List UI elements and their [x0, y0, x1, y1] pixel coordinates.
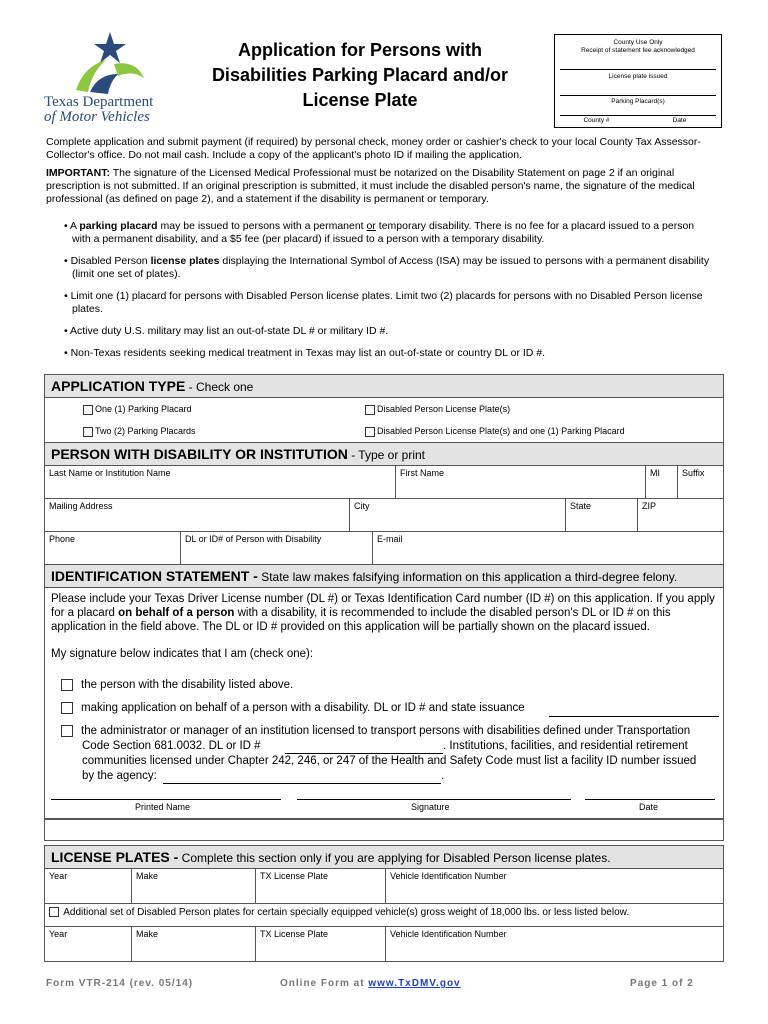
- checkbox[interactable]: [61, 679, 73, 691]
- state-field[interactable]: State: [565, 499, 637, 531]
- important-label: IMPORTANT:: [46, 167, 110, 179]
- county-plate-issued-label: License plate issued: [608, 73, 668, 80]
- page-number: Page 1 of 2: [630, 978, 694, 989]
- mi-field[interactable]: MI: [645, 466, 677, 498]
- last-name-field[interactable]: Last Name or Institution Name: [49, 468, 171, 478]
- checkbox[interactable]: [49, 907, 59, 917]
- vin-field[interactable]: Vehicle Identification Number: [385, 927, 723, 961]
- county-use-box: [554, 34, 722, 128]
- checkbox[interactable]: [365, 427, 375, 437]
- option-one-placard[interactable]: One (1) Parking Placard: [83, 404, 192, 415]
- make-field[interactable]: Make: [131, 869, 255, 903]
- vehicle-row-1: [45, 869, 723, 904]
- tx-plate-field[interactable]: TX License Plate: [255, 927, 385, 961]
- application-form: [44, 374, 724, 841]
- application-type-options: [45, 398, 723, 443]
- checkbox[interactable]: [365, 405, 375, 415]
- license-plates-section: [44, 845, 724, 962]
- license-plates-header: LICENSE PLATES - Complete this section only if you are applying for Disabled Person license plates.: [45, 846, 723, 869]
- checkbox[interactable]: [83, 405, 93, 415]
- agency-line-2: of Motor Vehicles: [44, 109, 150, 125]
- printed-name-line[interactable]: [51, 799, 281, 800]
- bullet-item: • Limit one (1) placard for persons with Disabled Person license plates. Limit two (2) placards for persons with no Disabled Person license plates.: [64, 290, 703, 315]
- printed-name-label: Printed Name: [135, 802, 191, 812]
- address-row: [45, 499, 723, 532]
- year-field[interactable]: Year: [49, 871, 68, 881]
- title-line-2: Disabilities Parking Placard and/or: [211, 65, 509, 85]
- info-bullets: [62, 220, 712, 369]
- tx-plate-field[interactable]: TX License Plate: [255, 869, 385, 903]
- signature-label: Signature: [411, 802, 450, 812]
- page-title: [190, 38, 530, 113]
- name-row: [45, 466, 723, 499]
- person-header: PERSON WITH DISABILITY OR INSTITUTION - Type or print: [45, 443, 723, 466]
- title-line-3: License Plate: [302, 90, 418, 110]
- dl-state-line[interactable]: [549, 716, 719, 717]
- make-field[interactable]: Make: [131, 927, 255, 961]
- signature-line[interactable]: [297, 799, 571, 800]
- identification-header: IDENTIFICATION STATEMENT - State law makes falsifying information on this application a third-degree felony.: [45, 565, 723, 588]
- agency-label: by the agency:: [82, 770, 157, 782]
- city-field[interactable]: City: [349, 499, 565, 531]
- phone-field[interactable]: Phone: [49, 534, 76, 544]
- bullet-item: • A parking placard may be issued to persons with a permanent or temporary disability. There is no fee for a placard issued to a person with a permanent disability, and a $5 fee (per placard) if issued to a person with a temporary disability.: [64, 220, 695, 245]
- county-number-label: County #: [583, 117, 610, 124]
- county-box-title: County Use Only: [613, 39, 663, 46]
- important-paragraph: [46, 167, 726, 206]
- mailing-address-field[interactable]: Mailing Address: [49, 501, 113, 511]
- institution-text: . Institutions, facilities, and residential retirement: [443, 740, 688, 752]
- checkbox[interactable]: [83, 427, 93, 437]
- zip-field[interactable]: ZIP: [637, 499, 723, 531]
- bullet-item: • Non-Texas residents seeking medical treatment in Texas may list an out-of-state or country DL or ID #.: [64, 347, 546, 359]
- email-field[interactable]: E-mail: [372, 532, 723, 564]
- intro-text: [46, 136, 726, 211]
- signature-row: [45, 799, 723, 820]
- online-form-note: Online Form at www.TxDMV.gov: [280, 978, 461, 989]
- contact-row: [45, 532, 723, 565]
- institution-text-2: communities licensed under Chapter 242, 246, or 247 of the Health and Safety Code must list a facility ID number issued: [82, 755, 697, 767]
- option-on-behalf[interactable]: making application on behalf of a person with a disability. DL or ID # and state issuance: [61, 701, 525, 715]
- suffix-field[interactable]: Suffix: [677, 466, 723, 498]
- txdmv-link[interactable]: www.TxDMV.gov: [368, 978, 461, 989]
- bullet-item: • Active duty U.S. military may list an out-of-state DL # or military ID #.: [64, 325, 389, 337]
- intro-paragraph: Complete application and submit payment (if required) by personal check, money order or cashier's check to your local County Tax Assessor-Collector's office. Do not mail cash. Include a copy of the applicant's photo ID if mailing the application.: [46, 136, 701, 161]
- check-one-prompt: My signature below indicates that I am (check one):: [51, 648, 314, 660]
- county-receipt-label: Receipt of statement fee acknowledged: [581, 47, 695, 54]
- first-name-field[interactable]: First Name: [395, 466, 645, 498]
- institution-dl-text: Code Section 681.0032. DL or ID #: [82, 740, 261, 752]
- county-placards-label: Parking Placard(s): [611, 98, 665, 105]
- identification-paragraph: Please include your Texas Driver License number (DL #) or Texas Identification Card number (ID #) on this application. If you apply for a placard on behalf of a person with a disability, it is recommended to include the disabled person's DL or ID # on this application in the field above. The DL or ID # provided on this application will be partially shown on the placard issued.: [51, 593, 715, 633]
- date-label: Date: [639, 802, 659, 812]
- year-field[interactable]: Year: [49, 929, 68, 939]
- checkbox[interactable]: [61, 725, 73, 737]
- checkbox[interactable]: [61, 702, 73, 714]
- option-plates-and-placard[interactable]: Disabled Person License Plate(s) and one (1) Parking Placard: [365, 426, 625, 437]
- facility-id-line[interactable]: [163, 783, 441, 784]
- important-text: The signature of the Licensed Medical Professional must be notarized on the Disability Statement on page 2 if an original prescription is not submitted. If an original prescription is submitted, it must include the disabled person's name, the signature of the medical professional (as defined on page 2), and a statement if the disability is permanent or temporary.: [46, 167, 695, 205]
- application-type-header: APPLICATION TYPE - Check one: [45, 375, 723, 398]
- date-line[interactable]: [585, 799, 715, 800]
- county-date-label: Date: [672, 117, 687, 124]
- agency-period: .: [441, 770, 445, 782]
- agency-name: [44, 95, 153, 125]
- identification-body: [45, 588, 723, 819]
- option-two-placards[interactable]: Two (2) Parking Placards: [83, 426, 196, 437]
- additional-plates-option[interactable]: Additional set of Disabled Person plates for certain specially equipped vehicle(s) gross weight of 18,000 lbs. or less listed below.: [45, 904, 723, 927]
- option-license-plates[interactable]: Disabled Person License Plate(s): [365, 404, 510, 415]
- vin-field[interactable]: Vehicle Identification Number: [385, 869, 723, 903]
- dl-id-field[interactable]: DL or ID# of Person with Disability: [180, 532, 372, 564]
- title-line-1: Application for Persons with: [237, 40, 483, 60]
- option-institution[interactable]: the administrator or manager of an institution licensed to transport persons with disabilities defined under Transportation: [61, 724, 690, 738]
- option-person-with-disability[interactable]: the person with the disability listed above.: [61, 678, 293, 692]
- form-number: Form VTR-214 (rev. 05/14): [46, 978, 194, 989]
- bullet-item: • Disabled Person license plates displaying the International Symbol of Access (ISA) may be issued to persons with a permanent disability (limit one set of plates).: [64, 255, 710, 280]
- agency-line-1: Texas Department: [44, 94, 154, 110]
- vehicle-row-2: [45, 927, 723, 961]
